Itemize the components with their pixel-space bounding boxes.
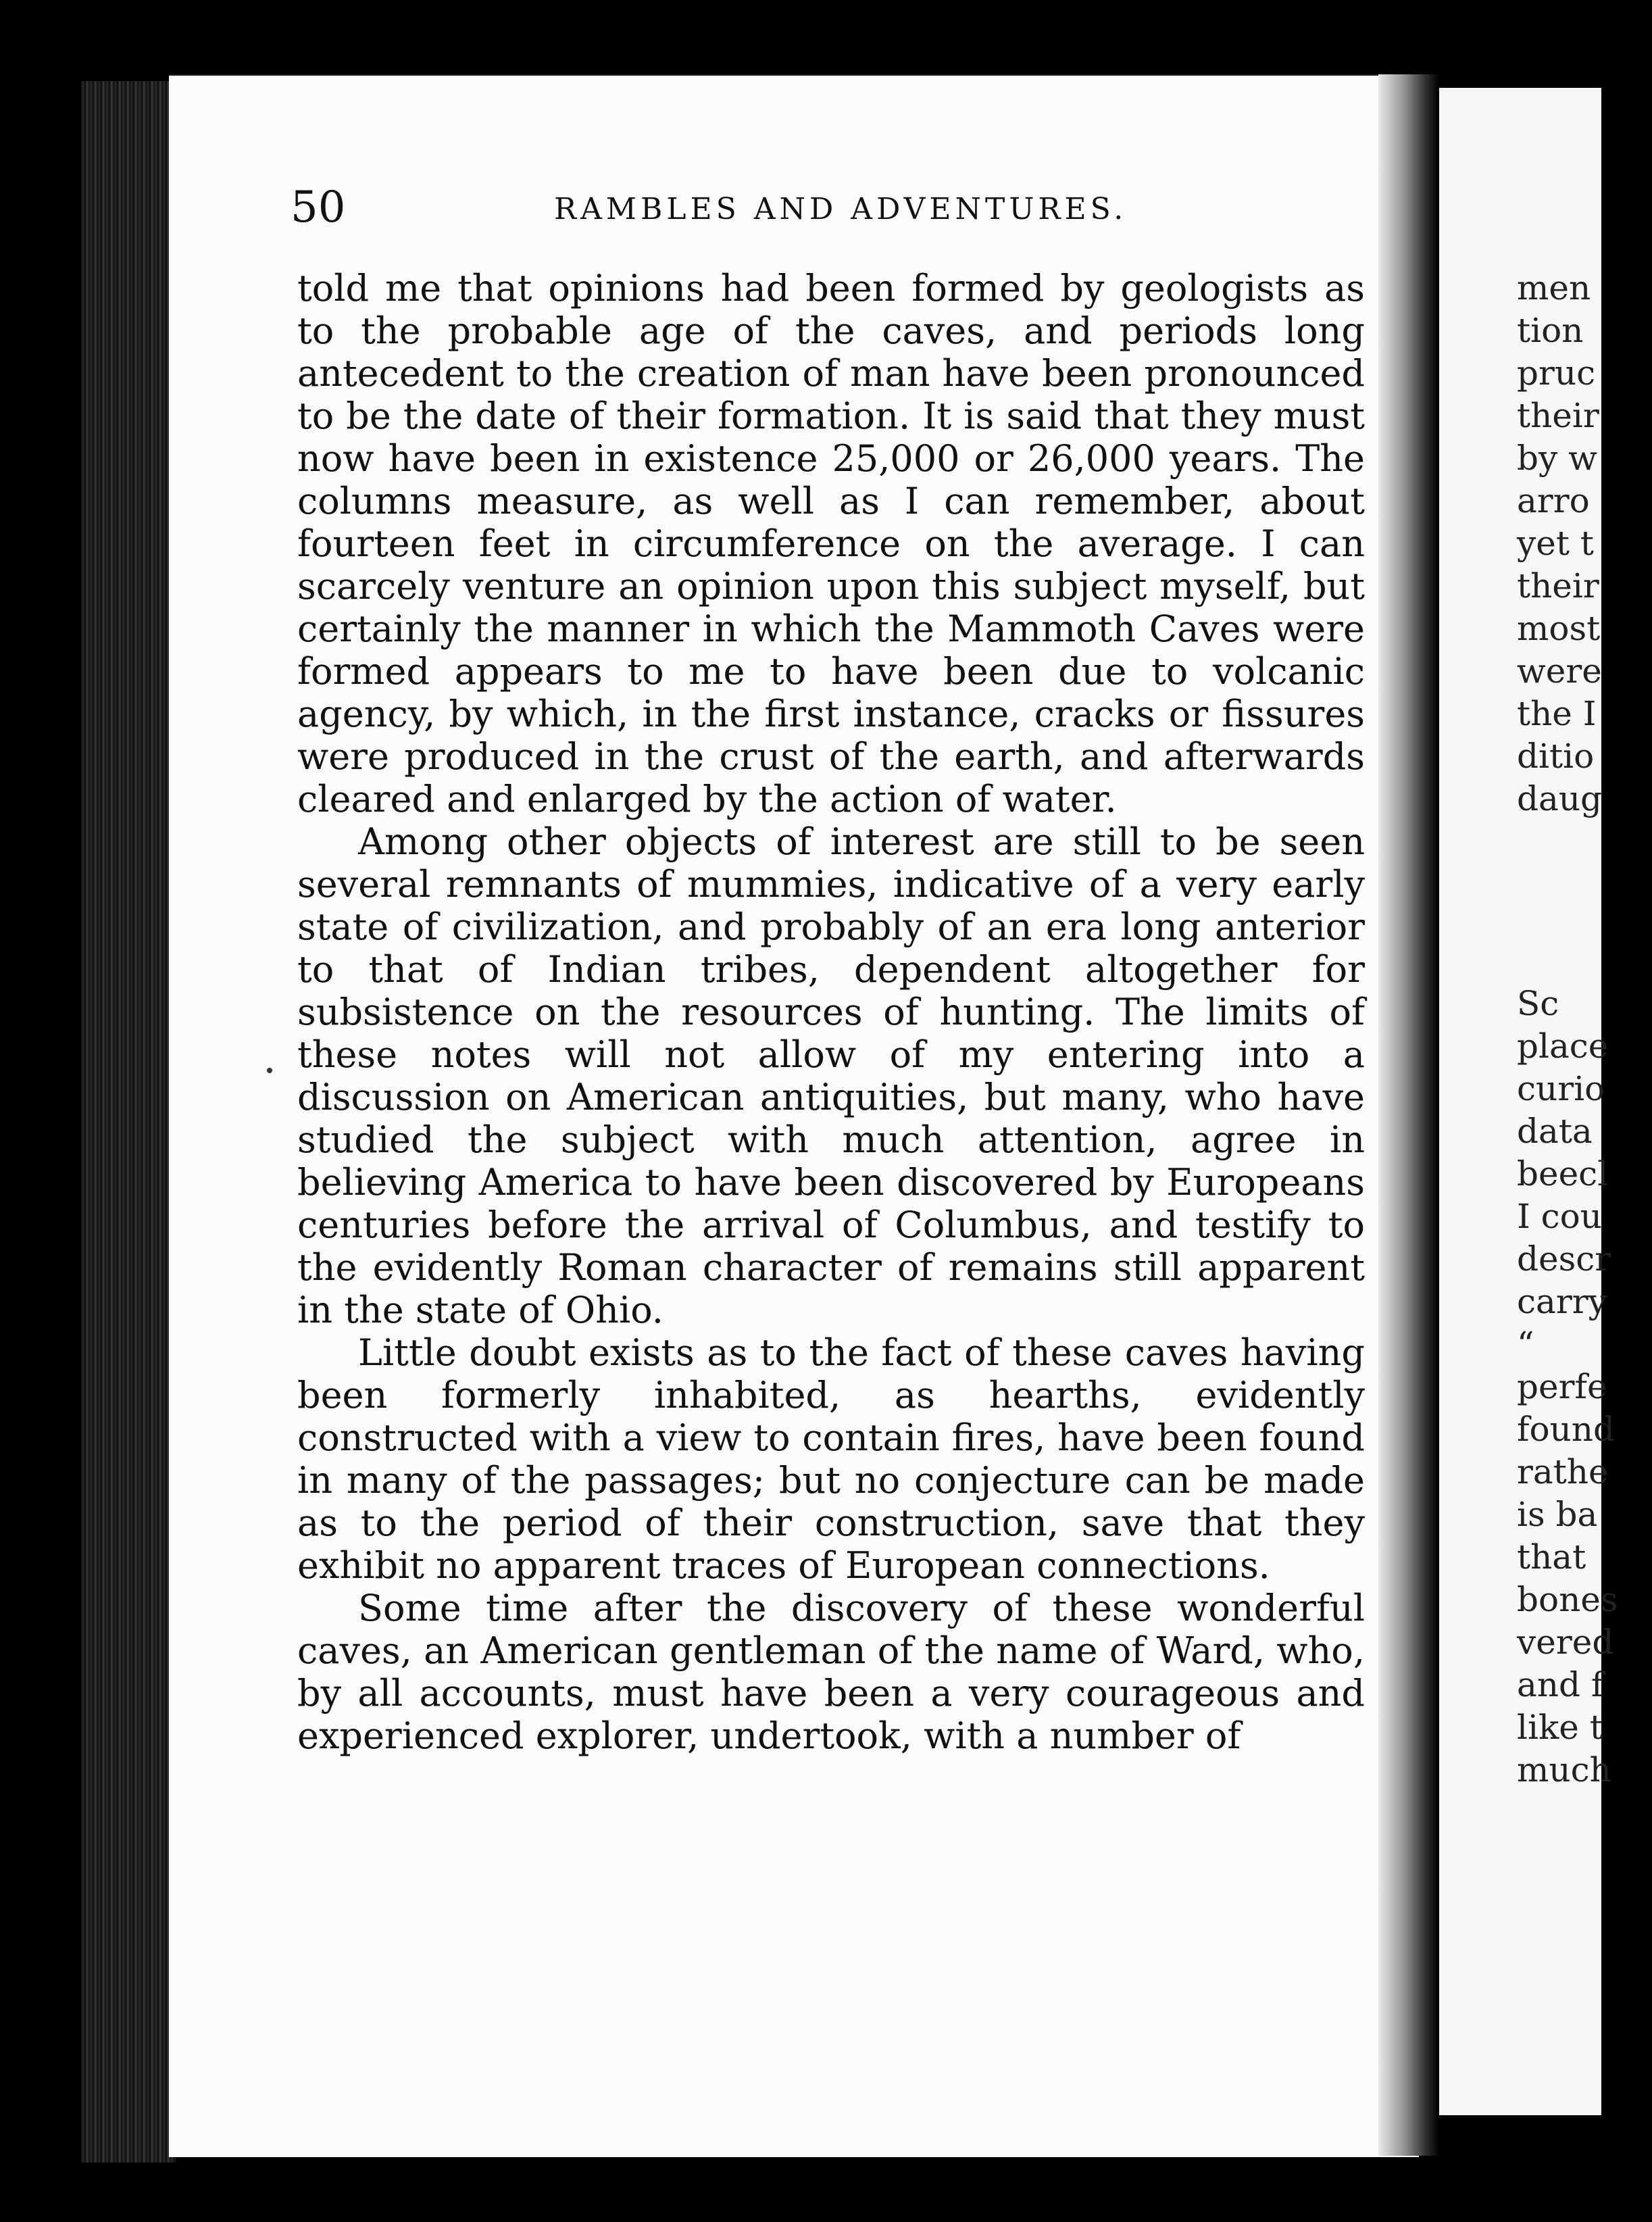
facing-line: by w <box>1517 439 1597 478</box>
facing-line: found <box>1517 1410 1616 1449</box>
paragraph-continued: told me that opinions had been formed by geologists as to the probable age of the caves, and periods long antecedent to the creation of man have been pronounced to be the date of their formation. It is said that they must now have been in existence 25,000 or 26,000 years. The columns measure, as well as I can remember, about fourteen feet in circumference on the average. I can scarcely venture an opinion upon this subject myself, but certainly the manner in which the Mammoth Caves were formed appears to me to have been due to volcanic agency, by which, in the first instance, cracks or fissures were produced in the crust of the earth, and afterwards cleared and enlarged by the action of water. <box>297 267 1365 820</box>
paragraph-hearths: Little doubt exists as to the fact of these caves having been formerly inhabited, as hearths, evidently constructed with a view to contain fires, have been found in many of the passages; but no conjecture can be made as to the period of their construction, save that they exhibit no apparent traces of European connections. <box>297 1331 1365 1587</box>
facing-line: most <box>1517 609 1601 648</box>
facing-line: rathe <box>1517 1452 1609 1491</box>
facing-line: place <box>1517 1027 1609 1066</box>
facing-line: Sc <box>1517 984 1559 1023</box>
ink-speck <box>267 1068 272 1073</box>
facing-line: and f <box>1517 1665 1604 1704</box>
facing-line: their <box>1517 566 1599 606</box>
facing-line: the I <box>1517 694 1597 733</box>
facing-line: vered <box>1517 1623 1614 1662</box>
facing-line: that <box>1517 1537 1586 1577</box>
facing-line: perfe <box>1517 1367 1607 1406</box>
running-head: RAMBLES AND ADVENTURES. <box>554 192 1128 226</box>
facing-line: daug <box>1517 779 1603 818</box>
facing-line: bones <box>1517 1580 1618 1619</box>
facing-line: pruc <box>1517 353 1596 393</box>
facing-page-text <box>1517 267 1652 1792</box>
facing-line: men <box>1517 268 1591 307</box>
facing-line: ditio <box>1517 737 1595 776</box>
page-gutter-shadow <box>1378 74 1439 2156</box>
page-header <box>291 182 1372 243</box>
facing-line: beecl <box>1517 1154 1609 1193</box>
facing-line: carry <box>1517 1282 1607 1321</box>
facing-line: like t <box>1517 1708 1603 1747</box>
facing-line: “ <box>1517 1325 1534 1364</box>
facing-line: arro <box>1517 481 1590 520</box>
facing-line: tion <box>1517 311 1584 350</box>
facing-line: is ba <box>1517 1495 1598 1534</box>
paragraph-mummies: Among other objects of interest are still to be seen several remnants of mummies, indicative of a very early state of civilization, and probably of an era long anterior to that of Indian tribes, dependent altogether for subsistence on the resources of hunting. The limits of these notes will not allow of my entering into a discussion on American antiquities, but many, who have studied the subject with much attention, agree in believing America to have been discovered by Europeans centuries before the arrival of Columbus, and testify to the evidently Roman character of remains still apparent in the state of Ohio. <box>297 820 1365 1331</box>
page-number: 50 <box>291 182 346 232</box>
facing-line: were <box>1517 651 1602 691</box>
facing-line: I cou <box>1517 1197 1602 1236</box>
facing-line: their <box>1517 396 1599 435</box>
paragraph-ward: Some time after the discovery of these wonderful caves, an American gentleman of the name of Ward, who, by all accounts, must have been a very courageous and experienced explorer, undertook, with a number of <box>297 1587 1365 1757</box>
facing-line: yet t <box>1517 524 1594 563</box>
page-edges <box>81 81 176 2163</box>
body-text <box>297 267 1365 1757</box>
facing-line: data <box>1517 1112 1593 1151</box>
facing-line: much <box>1517 1750 1611 1789</box>
facing-line: descr <box>1517 1239 1611 1279</box>
facing-line: curio <box>1517 1069 1605 1108</box>
